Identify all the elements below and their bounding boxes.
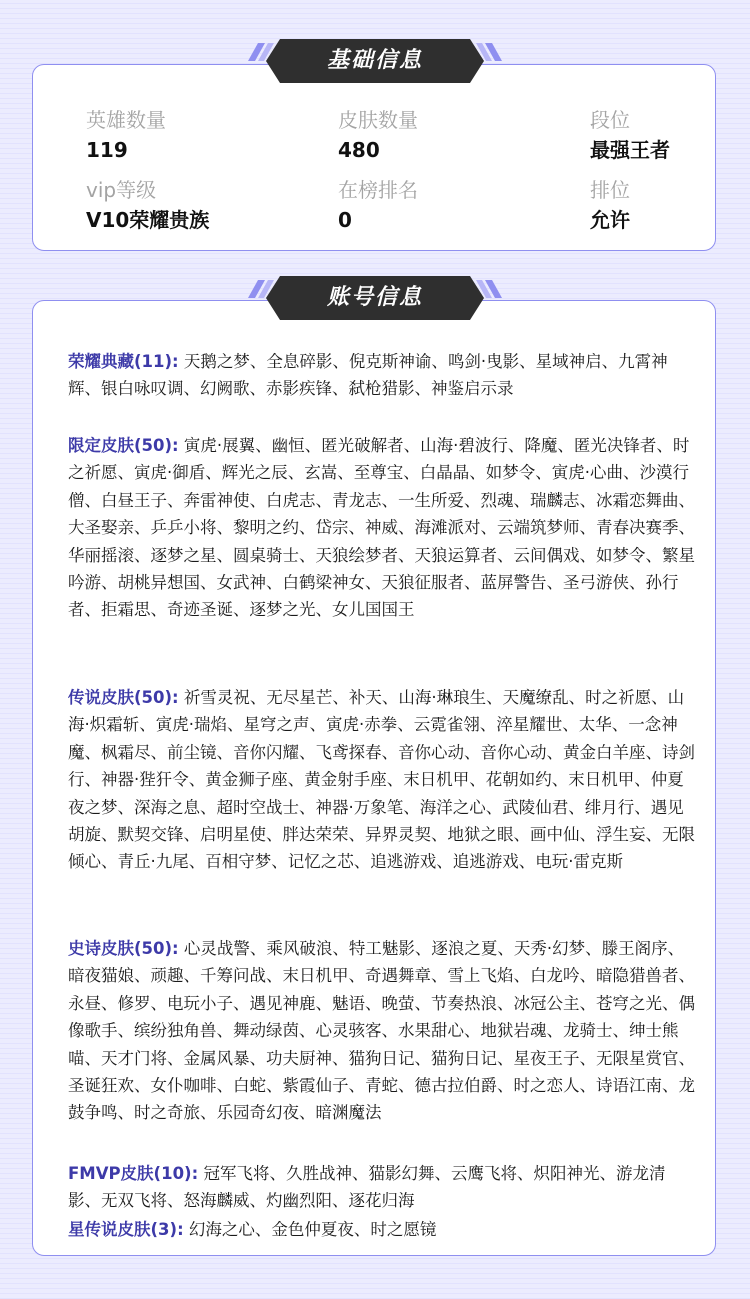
skin-section-glory-collection [68, 348, 696, 403]
field-label: 排位 [590, 178, 630, 202]
field-label: 段位 [590, 108, 630, 132]
rank-tier-field [590, 108, 670, 162]
section-items: 天鹅之梦、全息碎影、倪克斯神谕、鸣剑·曳影、星域神启、九霄神辉、银白咏叹调、幻阙歌、赤影疾锋、弑枪猎影、神鉴启示录 [68, 352, 668, 399]
field-value: 480 [338, 138, 380, 162]
account-info-title: 账号信息 [326, 285, 423, 310]
leaderboard-rank-field [338, 178, 418, 232]
skin-count-field [338, 108, 418, 162]
field-value: V10荣耀贵族 [86, 208, 210, 232]
vip-level-field [86, 178, 209, 232]
field-value: 0 [338, 208, 352, 232]
basic-info-title: 基础信息 [326, 48, 423, 73]
section-heading: FMVP皮肤(10): [68, 1164, 199, 1183]
skin-section-epic [68, 935, 696, 1127]
field-label: 皮肤数量 [338, 108, 418, 132]
section-items: 寅虎·展翼、幽恒、匿光破解者、山海·碧波行、降魔、匿光决锋者、时之祈愿、寅虎·御盾、辉光之辰、玄嵩、至尊宝、白晶晶、如梦令、寅虎·心曲、沙漠行僧、白昼王子、奔雷神使、白虎志、青龙志、一生所爱、烈魂、瑞麟志、冰霜恋舞曲、大圣娶亲、乒乒小将、黎明之约、岱宗、神威、海滩派对、云端筑梦师、青春决赛季、华丽摇滚、逐梦之星、圆桌骑士、天狼绘梦者、天狼运算者、云间偶戏、如梦令、繁星吟游、胡桃异想国、女武神、白鹤梁神女、天狼征服者、蓝屏警告、圣弓游侠、孙行者、拒霜思、奇迹圣诞、逐梦之光、女儿国国王 [68, 436, 695, 620]
section-heading: 传说皮肤(50): [68, 688, 179, 707]
section-items: 幻海之心、金色仲夏夜、时之愿镜 [188, 1220, 437, 1239]
section-heading: 星传说皮肤(3): [68, 1220, 184, 1239]
field-label: 英雄数量 [86, 108, 166, 132]
section-items: 冠军飞将、久胜战神、猫影幻舞、云鹰飞将、炽阳神光、游龙清影、无双飞将、怒海麟威、灼幽烈阳、逐花归海 [68, 1164, 666, 1211]
field-value: 最强王者 [590, 138, 670, 162]
field-label: 在榜排名 [338, 178, 418, 202]
ranked-permission-field [590, 178, 630, 232]
field-value: 允许 [590, 208, 630, 232]
skin-section-fmvp [68, 1160, 696, 1215]
account-info-title-badge [248, 274, 502, 322]
section-heading: 史诗皮肤(50): [68, 939, 179, 958]
field-value: 119 [86, 138, 128, 162]
section-items: 祈雪灵祝、无尽星芒、补天、山海·琳琅生、天魔缭乱、时之祈愿、山海·炽霜斩、寅虎·瑞焰、星穹之声、寅虎·赤拳、云霓雀翎、淬星耀世、太华、一念神魔、枫霜尽、前尘镜、音你闪耀、飞鸢探春、音你心动、音你心动、黄金白羊座、诗剑行、神器·狴犴令、黄金狮子座、黄金射手座、末日机甲、花朝如约、末日机甲、仲夏夜之梦、深海之息、超时空战士、神器·万象笔、海洋之心、武陵仙君、绯月行、遇见胡旋、默契交锋、启明星使、胖达荣荣、异界灵契、地狱之眼、画中仙、浮生妄、无限倾心、青丘·九尾、百相守梦、记忆之芯、追逃游戏、追逃游戏、电玩·雷克斯 [68, 688, 695, 872]
section-heading: 限定皮肤(50): [68, 436, 179, 455]
hero-count-field [86, 108, 166, 162]
basic-info-title-badge [248, 37, 502, 85]
skin-section-limited [68, 432, 696, 624]
section-items: 心灵战警、乘风破浪、特工魅影、逐浪之夏、天秀·幻梦、滕王阁序、暗夜猫娘、顽趣、千筹问战、末日机甲、奇遇舞章、雪上飞焰、白龙吟、暗隐猎兽者、永昼、修罗、电玩小子、遇见神鹿、魅语、晚萤、节奏热浪、冰冠公主、苍穹之光、偶像歌手、缤纷独角兽、舞动绿茵、心灵骇客、水果甜心、地狱岩魂、龙骑士、绅士熊喵、天才门将、金属风暴、功夫厨神、猫狗日记、猫狗日记、星夜王子、无限星赏官、圣诞狂欢、女仆咖啡、白蛇、紫霞仙子、青蛇、德古拉伯爵、时之恋人、诗语江南、龙鼓争鸣、时之奇旅、乐园奇幻夜、暗渊魔法 [68, 939, 695, 1123]
section-heading: 荣耀典藏(11): [68, 352, 179, 371]
skin-section-star-legend [68, 1216, 696, 1243]
field-label: vip等级 [86, 178, 157, 202]
skin-section-legendary [68, 684, 696, 876]
basic-info-card [32, 64, 716, 251]
